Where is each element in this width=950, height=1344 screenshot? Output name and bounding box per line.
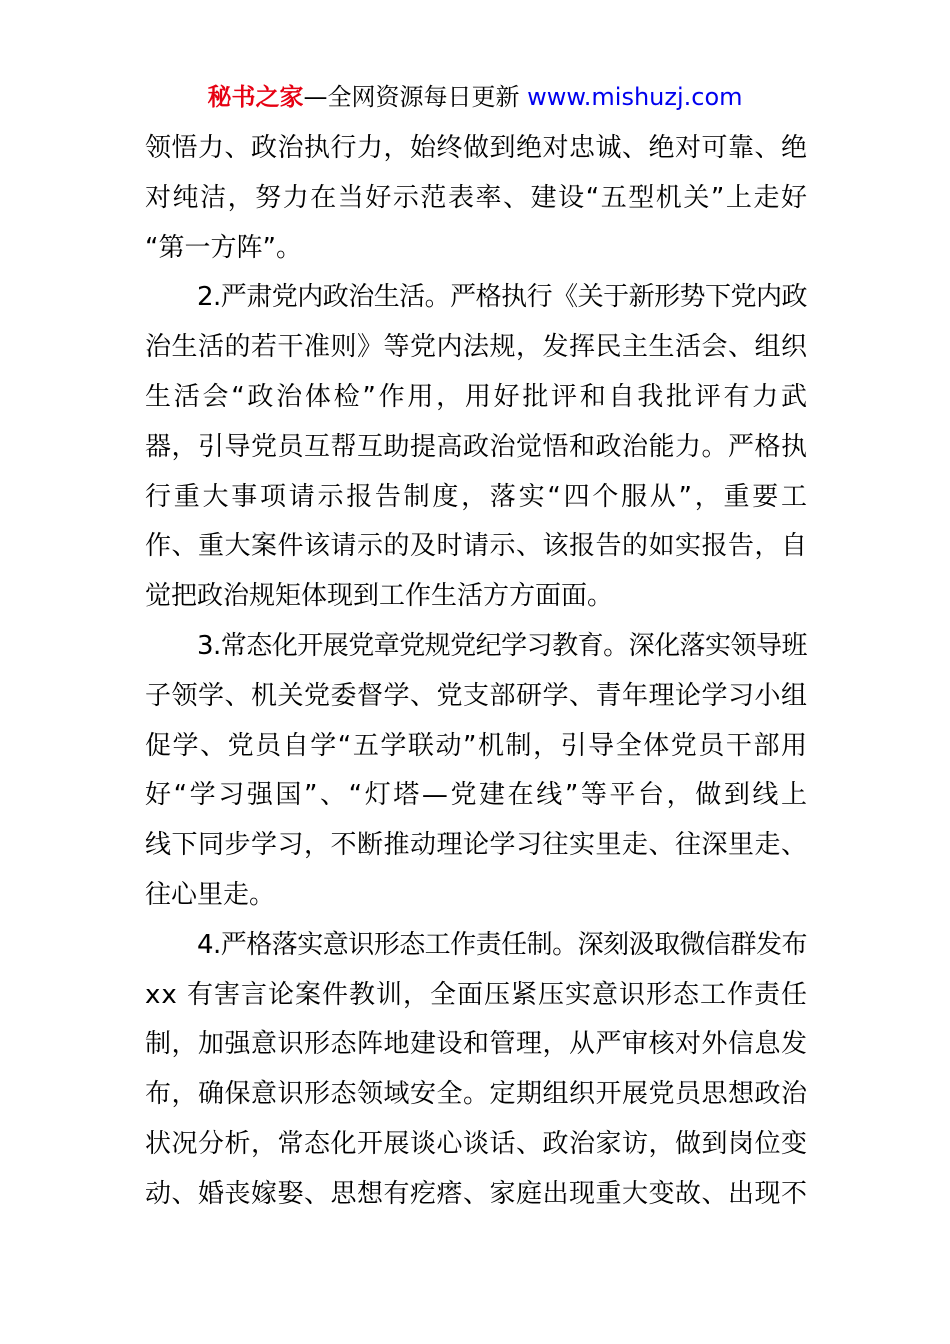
text-line: 行重大事项请示报告制度，落实“四个服从”，重要工 bbox=[145, 481, 810, 512]
site-header bbox=[0, 82, 950, 112]
site-brand: 秘书之家 bbox=[207, 83, 304, 111]
site-tagline: —全网资源每日更新 bbox=[303, 83, 528, 111]
text-line: 治生活的若干准则》等党内法规，发挥民主生活会、组织 bbox=[145, 332, 808, 363]
text-line: 子领学、机关党委督学、党支部研学、青年理论学习小组 bbox=[145, 680, 808, 711]
text-line: 4.严格落实意识形态工作责任制。深刻汲取微信群发布 bbox=[197, 929, 807, 960]
text-line: 生活会“政治体检”作用，用好批评和自我批评有力武 bbox=[145, 381, 810, 412]
text-line: 觉把政治规矩体现到工作生活方方面面。 bbox=[145, 581, 614, 612]
text-line: 对纯洁，努力在当好示范表率、建设“五型机关”上走好 bbox=[145, 182, 809, 213]
text-line: 线下同步学习，不断推动理论学习往实里走、往深里走、 bbox=[145, 830, 808, 861]
text-line: 器，引导党员互帮互助提高政治觉悟和政治能力。严格执 bbox=[145, 431, 808, 462]
document-body bbox=[145, 124, 810, 1220]
text-line: 3.常态化开展党章党规党纪学习教育。深化落实领导班 bbox=[197, 630, 807, 661]
text-line: 布，确保意识形态领域安全。定期组织开展党员思想政治 bbox=[145, 1079, 808, 1110]
site-url-link[interactable]: www.mishuzj.com bbox=[527, 83, 743, 111]
text-line: 动、婚丧嫁娶、思想有疙瘩、家庭出现重大变故、出现不 bbox=[145, 1178, 808, 1209]
text-line: 2.严肃党内政治生活。严格执行《关于新形势下党内政 bbox=[197, 282, 807, 313]
text-line: “第一方阵”。 bbox=[145, 232, 302, 263]
text-line: 状况分析，常态化开展谈心谈话、政治家访，做到岗位变 bbox=[145, 1128, 808, 1159]
text-line: xx 有害言论案件教训，全面压紧压实意识形态工作责任 bbox=[145, 979, 808, 1010]
text-line: 促学、党员自学“五学联动”机制，引导全体党员干部用 bbox=[145, 730, 809, 761]
text-line: 作、重大案件该请示的及时请示、该报告的如实报告，自 bbox=[145, 531, 808, 562]
text-line: 制，加强意识形态阵地建设和管理，从严审核对外信息发 bbox=[145, 1029, 808, 1060]
text-line: 往心里走。 bbox=[145, 879, 276, 910]
text-line: 领悟力、政治执行力，始终做到绝对忠诚、绝对可靠、绝 bbox=[145, 133, 808, 163]
text-line: 好“学习强国”、“灯塔—党建在线”等平台，做到线上 bbox=[145, 780, 810, 811]
